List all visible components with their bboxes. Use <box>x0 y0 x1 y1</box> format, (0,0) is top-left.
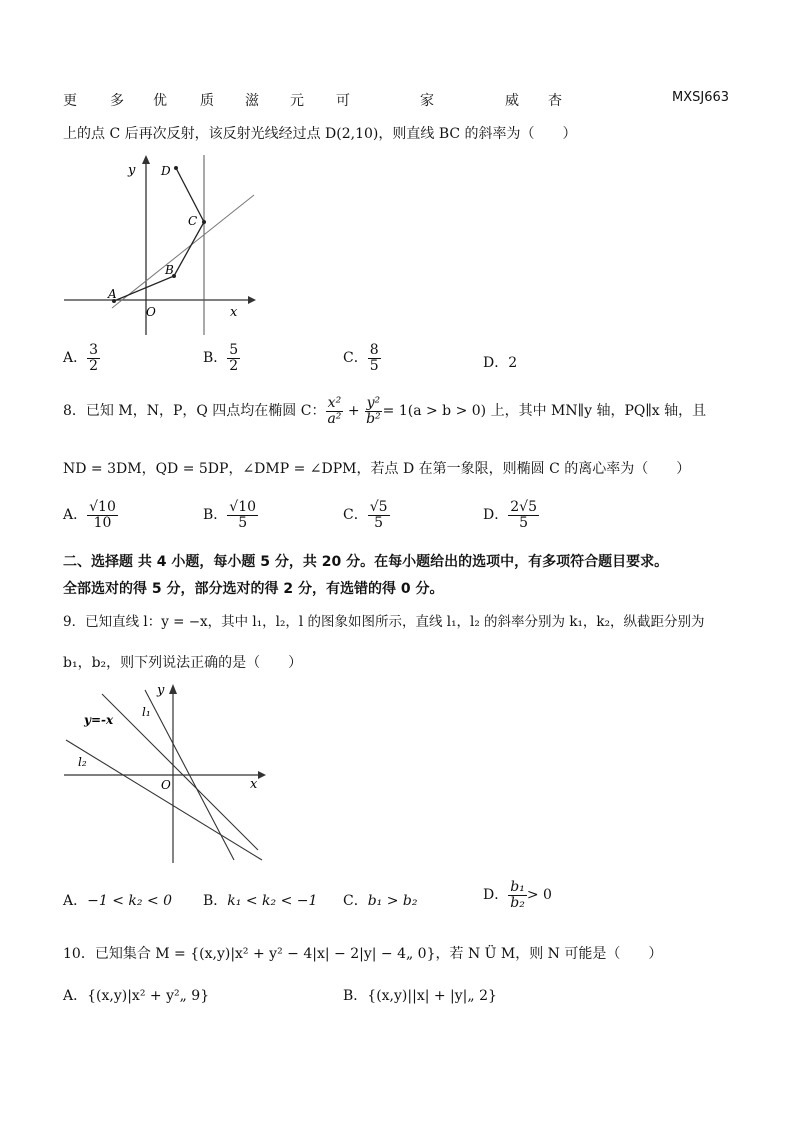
header-char: 滋 <box>245 93 259 109</box>
q10-option-b[interactable]: B．{(x,y)||x| + |y|„ 2} <box>343 988 497 1004</box>
q8-option-a[interactable]: A． $\frac{√10}{10}$ <box>63 499 116 531</box>
fig-label: l₂ <box>78 755 87 769</box>
q9-stem-line2: b₁，b₂，则下列说法正确的是（ ） <box>63 655 303 671</box>
q7-figure <box>62 150 262 340</box>
q9-figure <box>62 678 272 868</box>
fig-label: l₁ <box>142 705 151 719</box>
fig-label: C <box>188 214 198 228</box>
q9-option-d[interactable]: D． $\frac{\text{b₁}}{\text{b₂}}$ > 0 <box>483 879 552 911</box>
q8-option-c[interactable]: C． $\frac{√5}{5}$ <box>343 499 388 531</box>
fig-label: y=-x <box>84 713 114 727</box>
header-char: 家 <box>420 93 434 109</box>
fig-label: A <box>108 287 117 301</box>
header-char: 质 <box>200 93 214 109</box>
section2-heading-line1: 二、选择题 共 4 小题，每小题 5 分，共 20 分。在每小题给出的选项中，有多项符合题目要求。 <box>63 554 669 570</box>
fig-label: B <box>165 263 174 277</box>
q7-option-c[interactable]: C． $\frac{8}{5}$ <box>343 342 379 374</box>
fig-label: O <box>161 778 171 792</box>
fig-label: x <box>250 777 258 792</box>
q8-option-d[interactable]: D． $\frac{2√5}{5}$ <box>483 499 537 531</box>
fig-label: x <box>230 305 238 320</box>
q8-option-b[interactable]: B． $\frac{√10}{5}$ <box>203 499 257 531</box>
header-char: 可 <box>336 93 350 109</box>
header-char: 元 <box>290 93 304 109</box>
q9-option-b[interactable]: B．k₁ < k₂ < −1 <box>203 893 318 909</box>
header-code: MXSJ663 <box>672 90 730 105</box>
q8-stem-line1: 8．已知 M，N，P，Q 四点均在椭圆 C： $\frac{\text{x²}}{\text{a²}}$ + $\frac{\text{y²}}{\text{b²}}$ = 1(a > b > 0) 上，其中 MN∥y 轴，PQ∥x 轴，且 <box>63 395 707 427</box>
header-char: 多 <box>110 93 124 109</box>
q7-stem: 上的点 C 后再次反射，该反射光线经过点 D(2,10)，则直线 BC 的斜率为（ ） <box>63 126 577 142</box>
q7-option-b[interactable]: B． $\frac{5}{2}$ <box>203 342 239 374</box>
q9-option-c[interactable]: C．b₁ > b₂ <box>343 893 418 909</box>
fig-label: y <box>157 683 165 698</box>
q10-stem: 10．已知集合 M = {(x,y)|x² + y² − 4|x| − 2|y| − 4„ 0}，若 N Ü M，则 N 可能是（ ） <box>63 946 663 962</box>
header-char: 优 <box>153 93 167 109</box>
q8-stem-line2: ND = 3DM，QD = 5DP，∠DMP = ∠DPM，若点 D 在第一象限，则椭圆 C 的离心率为（ ） <box>63 461 691 477</box>
q10-option-a[interactable]: A．{(x,y)|x² + y²„ 9} <box>63 988 210 1004</box>
q9-option-a[interactable]: A．−1 < k₂ < 0 <box>63 893 173 909</box>
header-char: 更 <box>63 93 77 109</box>
fig-label: O <box>146 305 156 319</box>
q9-stem-line1: 9．已知直线 l：y = −x，其中 l₁，l₂，l 的图象如图所示，直线 l₁，l₂ 的斜率分别为 k₁，k₂，纵截距分别为 <box>63 614 705 630</box>
q7-option-a[interactable]: A． $\frac{3}{2}$ <box>63 342 99 374</box>
header-char: 威 <box>505 93 519 109</box>
fig-label: D <box>161 164 171 178</box>
header-char: 杏 <box>548 93 562 109</box>
fig-label: y <box>128 163 136 178</box>
q7-option-d[interactable]: D．2 <box>483 355 518 371</box>
section2-heading-line2: 全部选对的得 5 分，部分选对的得 2 分，有选错的得 0 分。 <box>63 581 444 597</box>
